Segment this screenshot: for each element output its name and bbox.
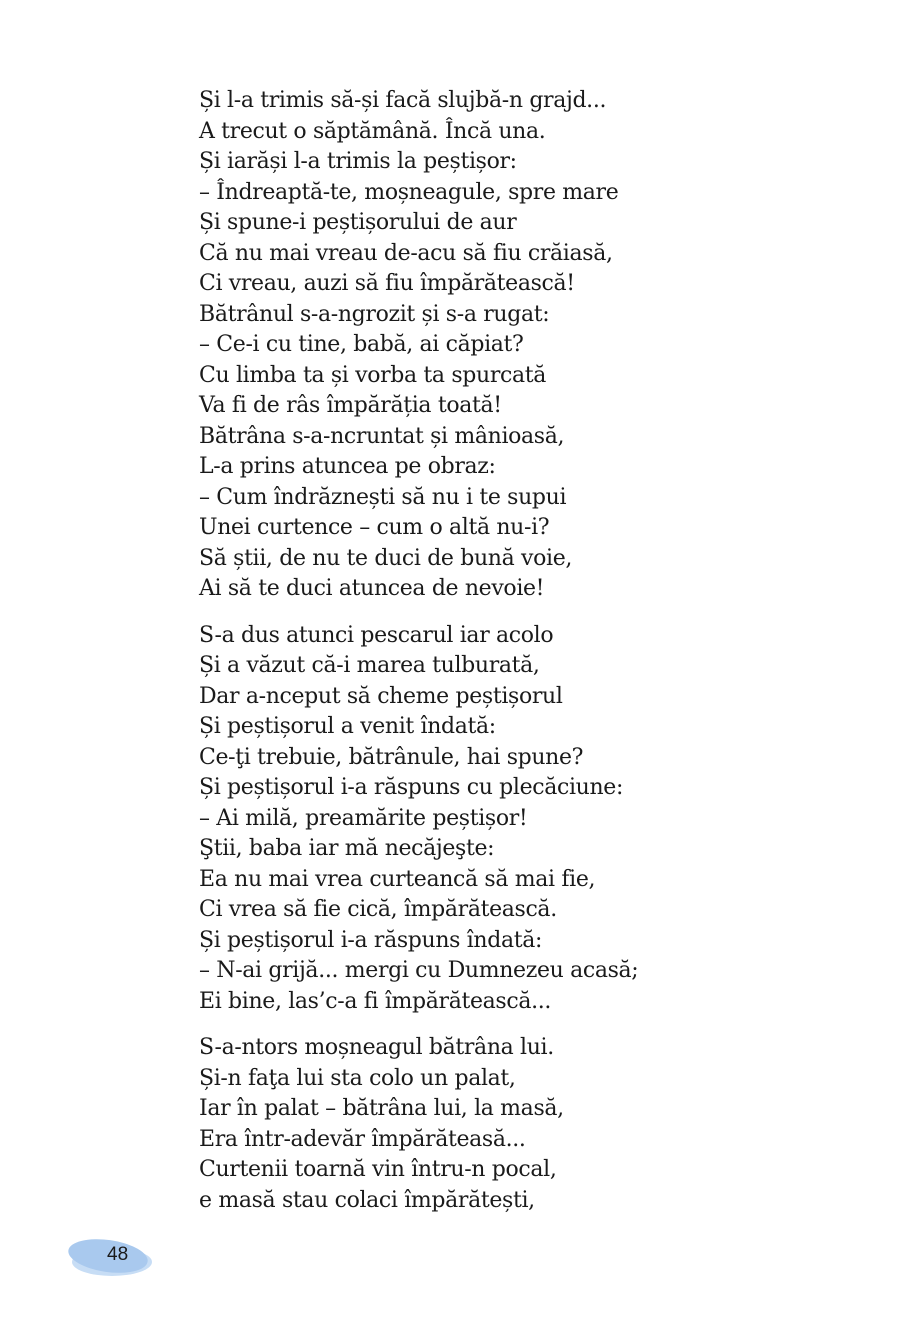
poem-line: S-a dus atunci pescarul iar acolo xyxy=(199,622,554,648)
poem-line: Iar în palat – bătrâna lui, la masă, xyxy=(199,1096,564,1121)
poem-line: Bătrânul s-a-ngrozit și s-a rugat: xyxy=(199,301,550,327)
poem-text xyxy=(199,86,859,1232)
poem-line: Ai să te duci atuncea de nevoie! xyxy=(199,576,545,601)
poem-line: Ce-ţi trebuie, bătrânule, hai spune? xyxy=(199,744,584,770)
poem-line: Cu limba ta și vorba ta spurcată xyxy=(199,362,546,388)
poem-line: – Ai milă, preamărite peștișor! xyxy=(199,805,528,831)
poem-line: Va fi de râs împărăția toată! xyxy=(199,393,502,418)
stanza-2 xyxy=(199,621,859,1018)
stanza-1 xyxy=(199,86,859,605)
stanza-3 xyxy=(199,1033,859,1216)
poem-line: Că nu mai vreau de-acu să fiu crăiasă, xyxy=(199,240,613,266)
poem-line: Și peștișorul i-a răspuns îndată: xyxy=(199,927,543,953)
page-number: 48 xyxy=(107,1244,129,1265)
poem-line: – Îndreaptă-te, moșneagule, spre mare xyxy=(199,179,619,205)
poem-line: Dar a-nceput să cheme peștișorul xyxy=(199,683,563,709)
poem-line: Unei curtence – cum o altă nu-i? xyxy=(199,515,550,540)
poem-line: Ei bine, las’c-a fi împărătească... xyxy=(199,988,552,1014)
poem-line: Bătrâna s-a-ncruntat și mânioasă, xyxy=(199,423,565,449)
poem-line: Să știi, de nu te duci de bună voie, xyxy=(199,545,573,571)
poem-line: Și peștișorul i-a răspuns cu plecăciune: xyxy=(199,775,624,800)
poem-line: Era într-adevăr împărăteasă... xyxy=(199,1126,526,1152)
poem-line: Și a văzut că-i marea tulburată, xyxy=(199,653,540,678)
poem-line: Și-n faţa lui sta colo un palat, xyxy=(199,1065,516,1091)
poem-line: – Cum îndrăznești să nu i te supui xyxy=(199,484,567,510)
poem-line: e masă stau colaci împărătești, xyxy=(199,1187,535,1213)
poem-line: Ea nu mai vrea curteancă să mai fie, xyxy=(199,866,596,892)
poem-line: A trecut o săptămână. Încă una. xyxy=(199,118,546,144)
poem-line: Și l-a trimis să-și facă slujbă-n grajd... xyxy=(199,88,607,113)
poem-line: Și iarăși l-a trimis la peștișor: xyxy=(199,149,517,174)
poem-line: L-a prins atuncea pe obraz: xyxy=(199,454,496,479)
poem-line: – N-ai grijă... mergi cu Dumnezeu acasă; xyxy=(199,958,639,983)
poem-line: Ştii, baba iar mă necăjeşte: xyxy=(199,836,495,861)
poem-line: Și spune-i peștișorului de aur xyxy=(199,210,517,235)
poem-line: Și peștișorul a venit îndată: xyxy=(199,714,496,739)
poem-line: S-a-ntors moșneagul bătrâna lui. xyxy=(199,1035,554,1060)
poem-line: Ci vreau, auzi să fiu împărătească! xyxy=(199,271,575,296)
poem-line: Ci vrea să fie cică, împărătească. xyxy=(199,897,557,922)
poem-line: Curtenii toarnă vin întru-n pocal, xyxy=(199,1157,557,1182)
poem-line: – Ce-i cu tine, babă, ai căpiat? xyxy=(199,332,524,357)
